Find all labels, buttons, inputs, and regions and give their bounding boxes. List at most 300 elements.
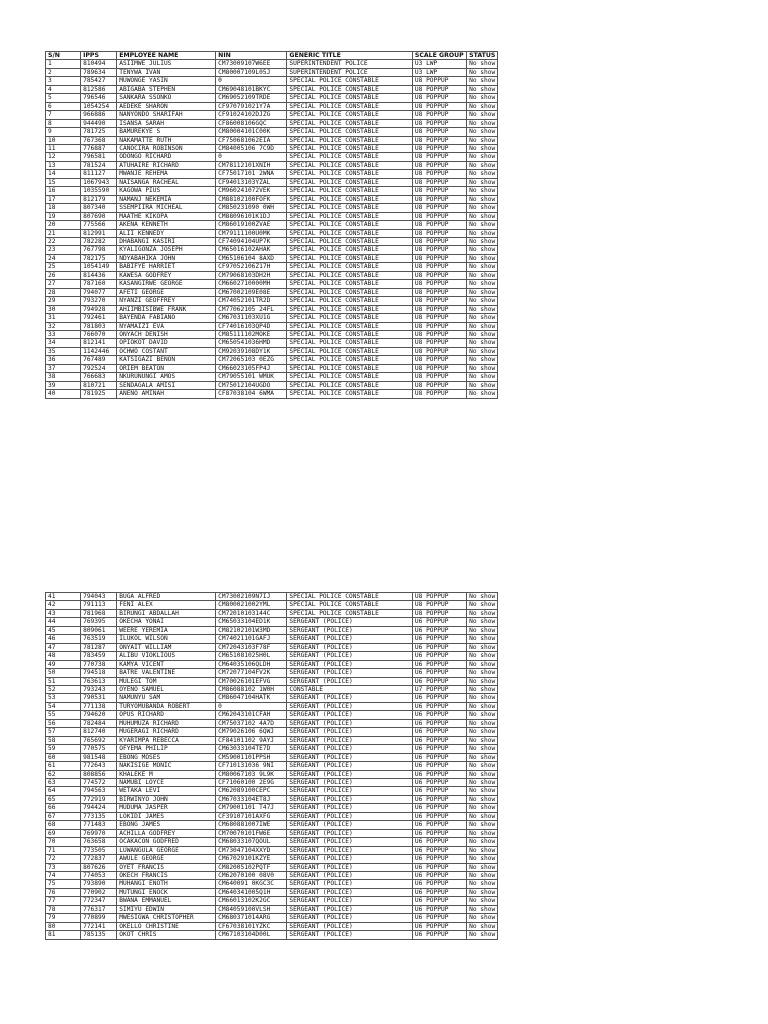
cell-scale-group: U6 POPPUP [412, 677, 466, 685]
cell-nin: CM59001101PPSH [216, 753, 287, 761]
cell-scale-group: U3 LWP [412, 68, 466, 76]
cell-status: No show [467, 745, 498, 753]
cell-ipps: 1142446 [81, 347, 117, 355]
cell-status: No show [467, 153, 498, 161]
cell-ipps: 1067943 [81, 178, 117, 186]
cell-employee-name: BIRUNGI ABDALLAH [117, 609, 216, 617]
cell-sn: 35 [46, 347, 81, 355]
cell-sn: 1 [46, 60, 81, 68]
cell-generic-title: SERGEANT (POLICE) [287, 635, 412, 643]
cell-nin: CM86047104HATK [216, 694, 287, 702]
cell-ipps: 781968 [81, 609, 117, 617]
cell-employee-name: ISANSA SARAH [117, 119, 216, 127]
cell-generic-title: SERGEANT (POLICE) [287, 745, 412, 753]
cell-generic-title: SERGEANT (POLICE) [287, 888, 412, 896]
cell-scale-group: U8 POPPUP [412, 263, 466, 271]
table-row [46, 347, 498, 355]
cell-ipps: 1054254 [81, 102, 117, 110]
table-row [46, 204, 498, 212]
cell-employee-name: DHABANGI KASIRI [117, 237, 216, 245]
cell-nin: CM65106104 8AXD [216, 254, 287, 262]
cell-generic-title: SERGEANT (POLICE) [287, 728, 412, 736]
cell-status: No show [467, 271, 498, 279]
cell-nin: CM72043103F78F [216, 643, 287, 651]
cell-employee-name: ANENO AMINAH [117, 390, 216, 398]
cell-sn: 17 [46, 195, 81, 203]
cell-scale-group: U6 POPPUP [412, 618, 466, 626]
cell-sn: 19 [46, 212, 81, 220]
cell-nin: CM84059100VLSH [216, 905, 287, 913]
cell-sn: 21 [46, 229, 81, 237]
cell-scale-group: U3 LWP [412, 60, 466, 68]
cell-employee-name: EBONG MOSES [117, 753, 216, 761]
cell-status: No show [467, 229, 498, 237]
table-row [46, 711, 498, 719]
cell-scale-group: U8 POPPUP [412, 204, 466, 212]
table-row [46, 254, 498, 262]
cell-scale-group: U6 POPPUP [412, 838, 466, 846]
cell-status: No show [467, 237, 498, 245]
cell-generic-title: SERGEANT (POLICE) [287, 778, 412, 786]
cell-employee-name: CANOCIRA ROBINSON [117, 144, 216, 152]
cell-generic-title: SERGEANT (POLICE) [287, 753, 412, 761]
cell-status: No show [467, 922, 498, 930]
cell-ipps: 767489 [81, 356, 117, 364]
cell-nin: CM75037102 4A7D [216, 719, 287, 727]
cell-scale-group: U8 POPPUP [412, 593, 466, 601]
table-row [46, 669, 498, 677]
cell-generic-title: SERGEANT (POLICE) [287, 855, 412, 863]
cell-ipps: 766683 [81, 373, 117, 381]
cell-sn: 41 [46, 593, 81, 601]
cell-ipps: 770899 [81, 914, 117, 922]
cell-nin: CF710131036 9NI [216, 762, 287, 770]
cell-generic-title: SERGEANT (POLICE) [287, 922, 412, 930]
cell-nin: CF84101102 9AYJ [216, 736, 287, 744]
cell-status: No show [467, 618, 498, 626]
cell-sn: 36 [46, 356, 81, 364]
cell-nin: CM67033104ET8J [216, 795, 287, 803]
cell-employee-name: ACHILLA GODFREY [117, 829, 216, 837]
cell-ipps: 796581 [81, 153, 117, 161]
cell-status: No show [467, 888, 498, 896]
cell-status: No show [467, 905, 498, 913]
cell-employee-name: NAISANGA RACHEAL [117, 178, 216, 186]
cell-employee-name: BAYENDA FABIANO [117, 314, 216, 322]
cell-ipps: 782484 [81, 719, 117, 727]
cell-employee-name: NAMUNYU SAM [117, 694, 216, 702]
cell-employee-name: AEDEKE SHARON [117, 102, 216, 110]
cell-ipps: 794928 [81, 305, 117, 313]
cell-generic-title: SERGEANT (POLICE) [287, 677, 412, 685]
cell-ipps: 771138 [81, 702, 117, 710]
table-row [46, 229, 498, 237]
cell-sn: 65 [46, 795, 81, 803]
table-body-page-1 [46, 60, 498, 398]
cell-sn: 8 [46, 119, 81, 127]
cell-ipps: 807690 [81, 212, 117, 220]
cell-ipps: 966886 [81, 111, 117, 119]
cell-employee-name: MUGERAGI RICHARD [117, 728, 216, 736]
cell-ipps: 783459 [81, 652, 117, 660]
cell-scale-group: U8 POPPUP [412, 94, 466, 102]
table-row [46, 373, 498, 381]
cell-scale-group: U8 POPPUP [412, 229, 466, 237]
cell-nin: CM64035106QLDH [216, 660, 287, 668]
cell-sn: 28 [46, 288, 81, 296]
cell-sn: 80 [46, 922, 81, 930]
cell-generic-title: SPECIAL POLICE CONSTABLE [287, 288, 412, 296]
cell-status: No show [467, 677, 498, 685]
cell-ipps: 793243 [81, 685, 117, 693]
table-row [46, 635, 498, 643]
cell-nin: CM79055101 WMUK [216, 373, 287, 381]
table-row [46, 762, 498, 770]
cell-sn: 78 [46, 905, 81, 913]
cell-sn: 14 [46, 170, 81, 178]
cell-generic-title: SPECIAL POLICE CONSTABLE [287, 601, 412, 609]
cell-scale-group: U6 POPPUP [412, 863, 466, 871]
cell-ipps: 810721 [81, 381, 117, 389]
cell-status: No show [467, 136, 498, 144]
cell-generic-title: SERGEANT (POLICE) [287, 914, 412, 922]
cell-status: No show [467, 635, 498, 643]
cell-sn: 29 [46, 297, 81, 305]
cell-nin: CM80004101C00K [216, 128, 287, 136]
cell-nin: CF75017101 2WNA [216, 170, 287, 178]
cell-status: No show [467, 314, 498, 322]
cell-scale-group: U6 POPPUP [412, 643, 466, 651]
cell-status: No show [467, 77, 498, 85]
cell-generic-title: SPECIAL POLICE CONSTABLE [287, 593, 412, 601]
cell-employee-name: AHIIMBISIBWE FRANK [117, 305, 216, 313]
table-row [46, 593, 498, 601]
cell-ipps: 772141 [81, 922, 117, 930]
cell-sn: 33 [46, 330, 81, 338]
cell-status: No show [467, 330, 498, 338]
cell-nin: CF970791021Y7A [216, 102, 287, 110]
cell-sn: 44 [46, 618, 81, 626]
cell-sn: 81 [46, 931, 81, 939]
cell-employee-name: LOKIDI JAMES [117, 812, 216, 820]
cell-nin: CM800021002YML [216, 601, 287, 609]
cell-ipps: 808856 [81, 770, 117, 778]
header-sn: S/N [46, 52, 81, 60]
table-row [46, 618, 498, 626]
cell-status: No show [467, 669, 498, 677]
cell-scale-group: U6 POPPUP [412, 635, 466, 643]
cell-generic-title: SPECIAL POLICE CONSTABLE [287, 347, 412, 355]
table-row [46, 846, 498, 854]
table-row [46, 153, 498, 161]
cell-status: No show [467, 85, 498, 93]
cell-scale-group: U8 POPPUP [412, 288, 466, 296]
table-row [46, 381, 498, 389]
cell-employee-name: OFYEMA PHILIP [117, 745, 216, 753]
cell-employee-name: BATRE VALENTINE [117, 669, 216, 677]
cell-status: No show [467, 795, 498, 803]
cell-generic-title: SPECIAL POLICE CONSTABLE [287, 136, 412, 144]
cell-employee-name: MULEGI TOM [117, 677, 216, 685]
cell-status: No show [467, 931, 498, 939]
cell-sn: 66 [46, 804, 81, 812]
cell-sn: 23 [46, 246, 81, 254]
cell-employee-name: KAWESA GODFREY [117, 271, 216, 279]
cell-sn: 5 [46, 94, 81, 102]
cell-employee-name: OPUS RICHARD [117, 711, 216, 719]
cell-ipps: 794620 [81, 711, 117, 719]
table-row [46, 280, 498, 288]
table-row [46, 263, 498, 271]
cell-scale-group: U6 POPPUP [412, 762, 466, 770]
cell-nin: CM63033104TE7D [216, 745, 287, 753]
cell-employee-name: ONYAIT WILLIAM [117, 643, 216, 651]
cell-employee-name: KAMYA VICENT [117, 660, 216, 668]
cell-generic-title: SERGEANT (POLICE) [287, 795, 412, 803]
cell-sn: 63 [46, 778, 81, 786]
cell-employee-name: MUDUMA JASPER [117, 804, 216, 812]
cell-generic-title: SERGEANT (POLICE) [287, 812, 412, 820]
cell-generic-title: SPECIAL POLICE CONSTABLE [287, 237, 412, 245]
cell-nin: CF87038104 6WMA [216, 390, 287, 398]
cell-status: No show [467, 863, 498, 871]
cell-status: No show [467, 246, 498, 254]
table-row [46, 905, 498, 913]
cell-status: No show [467, 68, 498, 76]
cell-employee-name: TENYWA IVAN [117, 68, 216, 76]
cell-generic-title: SPECIAL POLICE CONSTABLE [287, 170, 412, 178]
cell-scale-group: U8 POPPUP [412, 153, 466, 161]
cell-employee-name: MUHANGI ENOTH [117, 880, 216, 888]
table-row [46, 626, 498, 634]
cell-employee-name: OCHWO COSTANT [117, 347, 216, 355]
cell-scale-group: U6 POPPUP [412, 905, 466, 913]
cell-employee-name: SSEMPIIRA MICHEAL [117, 204, 216, 212]
cell-sn: 62 [46, 770, 81, 778]
cell-employee-name: FENI ALEX [117, 601, 216, 609]
cell-employee-name: ASIIMWE JULIUS [117, 60, 216, 68]
cell-ipps: 772919 [81, 795, 117, 803]
cell-sn: 72 [46, 855, 81, 863]
table-row [46, 339, 498, 347]
cell-scale-group: U8 POPPUP [412, 373, 466, 381]
cell-status: No show [467, 204, 498, 212]
cell-employee-name: ABIGABA STEPHEN [117, 85, 216, 93]
cell-generic-title: SERGEANT (POLICE) [287, 804, 412, 812]
table-row [46, 187, 498, 195]
cell-ipps: 794563 [81, 787, 117, 795]
header-employee-name: EMPLOYEE NAME [117, 52, 216, 60]
cell-generic-title: SPECIAL POLICE CONSTABLE [287, 212, 412, 220]
table-row [46, 128, 498, 136]
cell-scale-group: U8 POPPUP [412, 246, 466, 254]
cell-scale-group: U8 POPPUP [412, 221, 466, 229]
cell-ipps: 810494 [81, 60, 117, 68]
cell-generic-title: SERGEANT (POLICE) [287, 931, 412, 939]
cell-employee-name: KHALEKE M [117, 770, 216, 778]
table-row [46, 652, 498, 660]
cell-ipps: 782282 [81, 237, 117, 245]
cell-status: No show [467, 821, 498, 829]
cell-ipps: 770738 [81, 660, 117, 668]
cell-generic-title: CONSTABLE [287, 685, 412, 693]
cell-sn: 70 [46, 838, 81, 846]
cell-generic-title: SPECIAL POLICE CONSTABLE [287, 271, 412, 279]
cell-scale-group: U6 POPPUP [412, 804, 466, 812]
cell-generic-title: SPECIAL POLICE CONSTABLE [287, 128, 412, 136]
table-row [46, 736, 498, 744]
cell-scale-group: U8 POPPUP [412, 601, 466, 609]
cell-scale-group: U8 POPPUP [412, 187, 466, 195]
table-row [46, 804, 498, 812]
table-row [46, 237, 498, 245]
cell-nin: CM77062105 24FL [216, 305, 287, 313]
table-header-row [46, 52, 498, 60]
cell-scale-group: U6 POPPUP [412, 795, 466, 803]
cell-scale-group: U8 POPPUP [412, 330, 466, 338]
cell-generic-title: SERGEANT (POLICE) [287, 736, 412, 744]
cell-generic-title: SPECIAL POLICE CONSTABLE [287, 373, 412, 381]
cell-sn: 7 [46, 111, 81, 119]
cell-status: No show [467, 195, 498, 203]
cell-ipps: 809061 [81, 626, 117, 634]
cell-nin: CM67002109E08E [216, 288, 287, 296]
cell-generic-title: SPECIAL POLICE CONSTABLE [287, 381, 412, 389]
cell-nin: CM68033107QOUL [216, 838, 287, 846]
cell-scale-group: U8 POPPUP [412, 102, 466, 110]
table-row [46, 161, 498, 169]
cell-sn: 13 [46, 161, 81, 169]
cell-scale-group: U8 POPPUP [412, 161, 466, 169]
cell-status: No show [467, 339, 498, 347]
cell-nin: CM66023105FP4J [216, 364, 287, 372]
cell-employee-name: KATSIGAZI BENON [117, 356, 216, 364]
cell-ipps: 812586 [81, 85, 117, 93]
cell-scale-group: U8 POPPUP [412, 322, 466, 330]
cell-status: No show [467, 94, 498, 102]
cell-ipps: 765692 [81, 736, 117, 744]
cell-nin: CM70026101EFVG [216, 677, 287, 685]
cell-status: No show [467, 762, 498, 770]
cell-scale-group: U8 POPPUP [412, 212, 466, 220]
cell-nin: CM69048101BKYC [216, 85, 287, 93]
cell-scale-group: U6 POPPUP [412, 753, 466, 761]
table-row [46, 778, 498, 786]
table-row [46, 888, 498, 896]
cell-scale-group: U8 POPPUP [412, 381, 466, 389]
cell-status: No show [467, 364, 498, 372]
cell-generic-title: SERGEANT (POLICE) [287, 863, 412, 871]
cell-status: No show [467, 601, 498, 609]
cell-scale-group: U6 POPPUP [412, 736, 466, 744]
cell-nin: CM69052109TRDE [216, 94, 287, 102]
cell-ipps: 763658 [81, 838, 117, 846]
cell-ipps: 790531 [81, 694, 117, 702]
cell-status: No show [467, 770, 498, 778]
cell-ipps: 981548 [81, 753, 117, 761]
cell-employee-name: OYENO SAMUEL [117, 685, 216, 693]
cell-ipps: 770575 [81, 745, 117, 753]
table-row [46, 745, 498, 753]
cell-nin: CM960241072VEK [216, 187, 287, 195]
cell-generic-title: SERGEANT (POLICE) [287, 905, 412, 913]
cell-nin: CM74021101GAFJ [216, 635, 287, 643]
cell-status: No show [467, 381, 498, 389]
table-row [46, 812, 498, 820]
cell-status: No show [467, 736, 498, 744]
cell-employee-name: NAMUBI LOYCE [117, 778, 216, 786]
header-nin: NIN [216, 52, 287, 60]
cell-status: No show [467, 812, 498, 820]
cell-nin: CF97052106Z17H [216, 263, 287, 271]
cell-employee-name: NAMANJ NEKEMIA [117, 195, 216, 203]
cell-sn: 20 [46, 221, 81, 229]
cell-status: No show [467, 254, 498, 262]
cell-ipps: 781925 [81, 390, 117, 398]
cell-generic-title: SERGEANT (POLICE) [287, 711, 412, 719]
cell-generic-title: SERGEANT (POLICE) [287, 762, 412, 770]
cell-sn: 22 [46, 237, 81, 245]
cell-scale-group: U8 POPPUP [412, 128, 466, 136]
cell-employee-name: SENDAGALA AMISI [117, 381, 216, 389]
cell-scale-group: U8 POPPUP [412, 609, 466, 617]
cell-nin: CM6602710000MH [216, 280, 287, 288]
cell-employee-name: AKENA KENNETH [117, 221, 216, 229]
table-row [46, 719, 498, 727]
cell-nin: CM78112101XNIH [216, 161, 287, 169]
cell-sn: 57 [46, 728, 81, 736]
cell-generic-title: SERGEANT (POLICE) [287, 821, 412, 829]
cell-sn: 34 [46, 339, 81, 347]
cell-sn: 68 [46, 821, 81, 829]
cell-sn: 58 [46, 736, 81, 744]
table-row [46, 922, 498, 930]
cell-scale-group: U8 POPPUP [412, 111, 466, 119]
cell-scale-group: U8 POPPUP [412, 195, 466, 203]
cell-status: No show [467, 838, 498, 846]
cell-nin: CM640341005Q1H [216, 888, 287, 896]
cell-ipps: 776317 [81, 905, 117, 913]
cell-status: No show [467, 804, 498, 812]
table-row [46, 897, 498, 905]
table-row [46, 880, 498, 888]
cell-status: No show [467, 702, 498, 710]
header-generic-title: GENERIC TITLE [287, 52, 412, 60]
cell-ipps: 767368 [81, 136, 117, 144]
cell-employee-name: NAKISIGE MONIC [117, 762, 216, 770]
cell-sn: 18 [46, 204, 81, 212]
cell-employee-name: SANKARA SSONKO [117, 94, 216, 102]
cell-status: No show [467, 161, 498, 169]
cell-scale-group: U6 POPPUP [412, 821, 466, 829]
cell-status: No show [467, 280, 498, 288]
cell-status: No show [467, 660, 498, 668]
table-row [46, 685, 498, 693]
cell-generic-title: SPECIAL POLICE CONSTABLE [287, 161, 412, 169]
cell-employee-name: BWANA EMMANUEL [117, 897, 216, 905]
cell-status: No show [467, 871, 498, 879]
cell-scale-group: U6 POPPUP [412, 728, 466, 736]
cell-generic-title: SPECIAL POLICE CONSTABLE [287, 119, 412, 127]
cell-employee-name: KAGOWA PIUS [117, 187, 216, 195]
cell-employee-name: NYAMAIZI EVA [117, 322, 216, 330]
cell-employee-name: MWESIGWA CHRISTOPHER [117, 914, 216, 922]
cell-sn: 47 [46, 643, 81, 651]
cell-scale-group: U6 POPPUP [412, 897, 466, 905]
cell-scale-group: U6 POPPUP [412, 702, 466, 710]
cell-nin: CM73047104XXYD [216, 846, 287, 854]
cell-sn: 51 [46, 677, 81, 685]
